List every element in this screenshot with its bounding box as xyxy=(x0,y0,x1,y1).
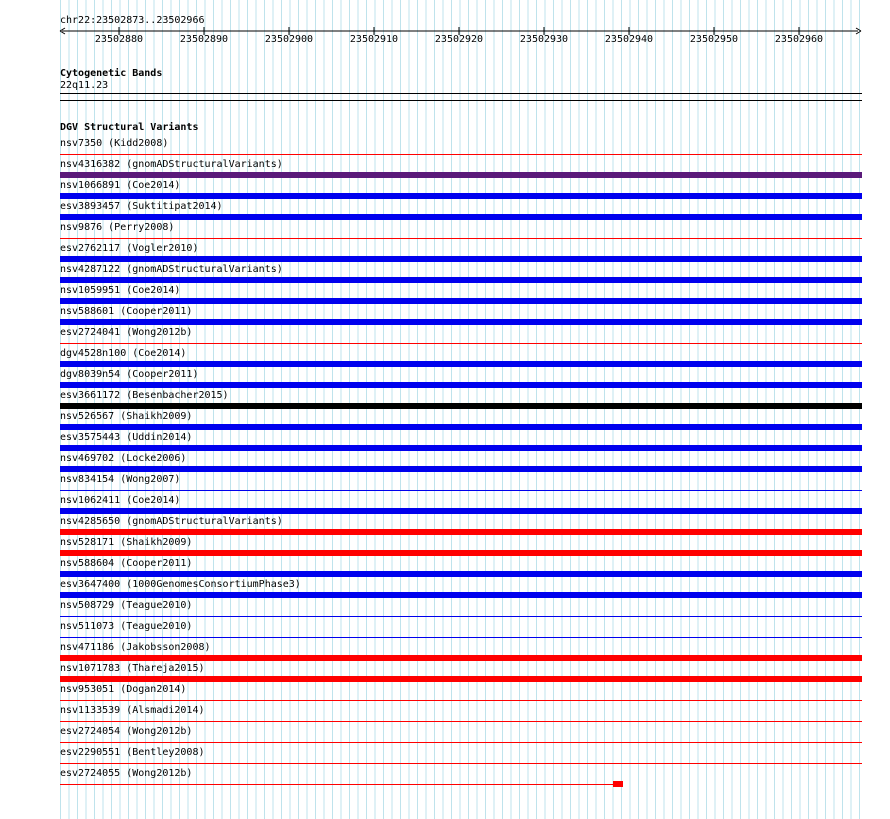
variant-row[interactable] xyxy=(60,764,862,785)
ruler-tick-label: 23502900 xyxy=(264,34,314,45)
variant-label[interactable]: nsv953051 (Dogan2014) xyxy=(60,684,187,695)
variant-row[interactable] xyxy=(60,281,862,302)
region-label: chr22:23502873..23502966 xyxy=(60,15,205,26)
variant-label[interactable]: dgv8039n54 (Cooper2011) xyxy=(60,369,199,380)
variant-row[interactable] xyxy=(60,680,862,701)
variant-label[interactable]: nsv469702 (Locke2006) xyxy=(60,453,187,464)
variant-label[interactable]: esv2762117 (Vogler2010) xyxy=(60,243,199,254)
variant-row[interactable] xyxy=(60,596,862,617)
variant-label[interactable]: nsv7350 (Kidd2008) xyxy=(60,138,169,149)
variant-label[interactable]: esv3647400 (1000GenomesConsortiumPhase3) xyxy=(60,579,301,590)
variant-row[interactable] xyxy=(60,449,862,470)
variant-row[interactable] xyxy=(60,407,862,428)
variant-row[interactable] xyxy=(60,239,862,260)
variant-row[interactable] xyxy=(60,302,862,323)
ruler-tick-label: 23502960 xyxy=(774,34,824,45)
variant-label[interactable]: esv2724054 (Wong2012b) xyxy=(60,726,193,737)
ruler-tick-label: 23502950 xyxy=(689,34,739,45)
variant-label[interactable]: nsv508729 (Teague2010) xyxy=(60,600,193,611)
variant-label[interactable]: esv3893457 (Suktitipat2014) xyxy=(60,201,223,212)
variant-row[interactable] xyxy=(60,386,862,407)
variant-row[interactable] xyxy=(60,554,862,575)
variant-row[interactable] xyxy=(60,428,862,449)
variant-label[interactable]: esv3575443 (Uddin2014) xyxy=(60,432,193,443)
variant-row[interactable] xyxy=(60,344,862,365)
dgv-track-title: DGV Structural Variants xyxy=(60,122,199,133)
variant-row[interactable] xyxy=(60,323,862,344)
cytoband-line-bottom xyxy=(60,100,862,101)
variant-label[interactable]: nsv1062411 (Coe2014) xyxy=(60,495,181,506)
variant-label[interactable]: nsv1133539 (Alsmadi2014) xyxy=(60,705,205,716)
variant-label[interactable]: nsv1066891 (Coe2014) xyxy=(60,180,181,191)
ruler-tick-label: 23502880 xyxy=(94,34,144,45)
variant-feature-line[interactable] xyxy=(60,784,615,785)
variant-label[interactable]: nsv511073 (Teague2010) xyxy=(60,621,193,632)
variant-row[interactable] xyxy=(60,533,862,554)
variant-label[interactable]: esv3661172 (Besenbacher2015) xyxy=(60,390,229,401)
ruler-tick-label: 23502910 xyxy=(349,34,399,45)
variant-row[interactable] xyxy=(60,575,862,596)
variant-row[interactable] xyxy=(60,365,862,386)
ruler-tick-label: 23502890 xyxy=(179,34,229,45)
variant-label[interactable]: nsv1059951 (Coe2014) xyxy=(60,285,181,296)
variant-label[interactable]: nsv526567 (Shaikh2009) xyxy=(60,411,193,422)
variant-label[interactable]: nsv4287122 (gnomADStructuralVariants) xyxy=(60,264,283,275)
cytoband-track-title: Cytogenetic Bands xyxy=(60,68,163,79)
variant-row[interactable] xyxy=(60,176,862,197)
variant-label[interactable]: nsv588604 (Cooper2011) xyxy=(60,558,193,569)
variant-label[interactable]: nsv588601 (Cooper2011) xyxy=(60,306,193,317)
variant-row[interactable] xyxy=(60,470,862,491)
variant-label[interactable]: esv2724055 (Wong2012b) xyxy=(60,768,193,779)
variant-label[interactable]: nsv1071783 (Thareja2015) xyxy=(60,663,205,674)
variant-row[interactable] xyxy=(60,743,862,764)
variant-label[interactable]: nsv528171 (Shaikh2009) xyxy=(60,537,193,548)
cytoband-label[interactable]: 22q11.23 xyxy=(60,80,109,91)
variant-row[interactable] xyxy=(60,659,862,680)
ruler-tick-label: 23502920 xyxy=(434,34,484,45)
variant-label[interactable]: esv2724041 (Wong2012b) xyxy=(60,327,193,338)
cytoband-line xyxy=(60,93,862,94)
variant-label[interactable]: nsv4285650 (gnomADStructuralVariants) xyxy=(60,516,283,527)
variant-row[interactable] xyxy=(60,512,862,533)
variant-row[interactable] xyxy=(60,197,862,218)
variant-label[interactable]: nsv4316382 (gnomADStructuralVariants) xyxy=(60,159,283,170)
variant-row[interactable] xyxy=(60,491,862,512)
variant-label[interactable]: esv2290551 (Bentley2008) xyxy=(60,747,205,758)
variant-label[interactable]: nsv834154 (Wong2007) xyxy=(60,474,181,485)
variant-row[interactable] xyxy=(60,218,862,239)
variant-row[interactable] xyxy=(60,155,862,176)
variant-row[interactable] xyxy=(60,638,862,659)
variant-row[interactable] xyxy=(60,134,862,155)
variant-row[interactable] xyxy=(60,260,862,281)
variant-label[interactable]: nsv9876 (Perry2008) xyxy=(60,222,175,233)
variant-label[interactable]: dgv4528n100 (Coe2014) xyxy=(60,348,187,359)
variant-row[interactable] xyxy=(60,701,862,722)
variant-row[interactable] xyxy=(60,617,862,638)
variant-row[interactable] xyxy=(60,722,862,743)
ruler-tick-label: 23502940 xyxy=(604,34,654,45)
variant-label[interactable]: nsv471186 (Jakobsson2008) xyxy=(60,642,211,653)
ruler-tick-label: 23502930 xyxy=(519,34,569,45)
